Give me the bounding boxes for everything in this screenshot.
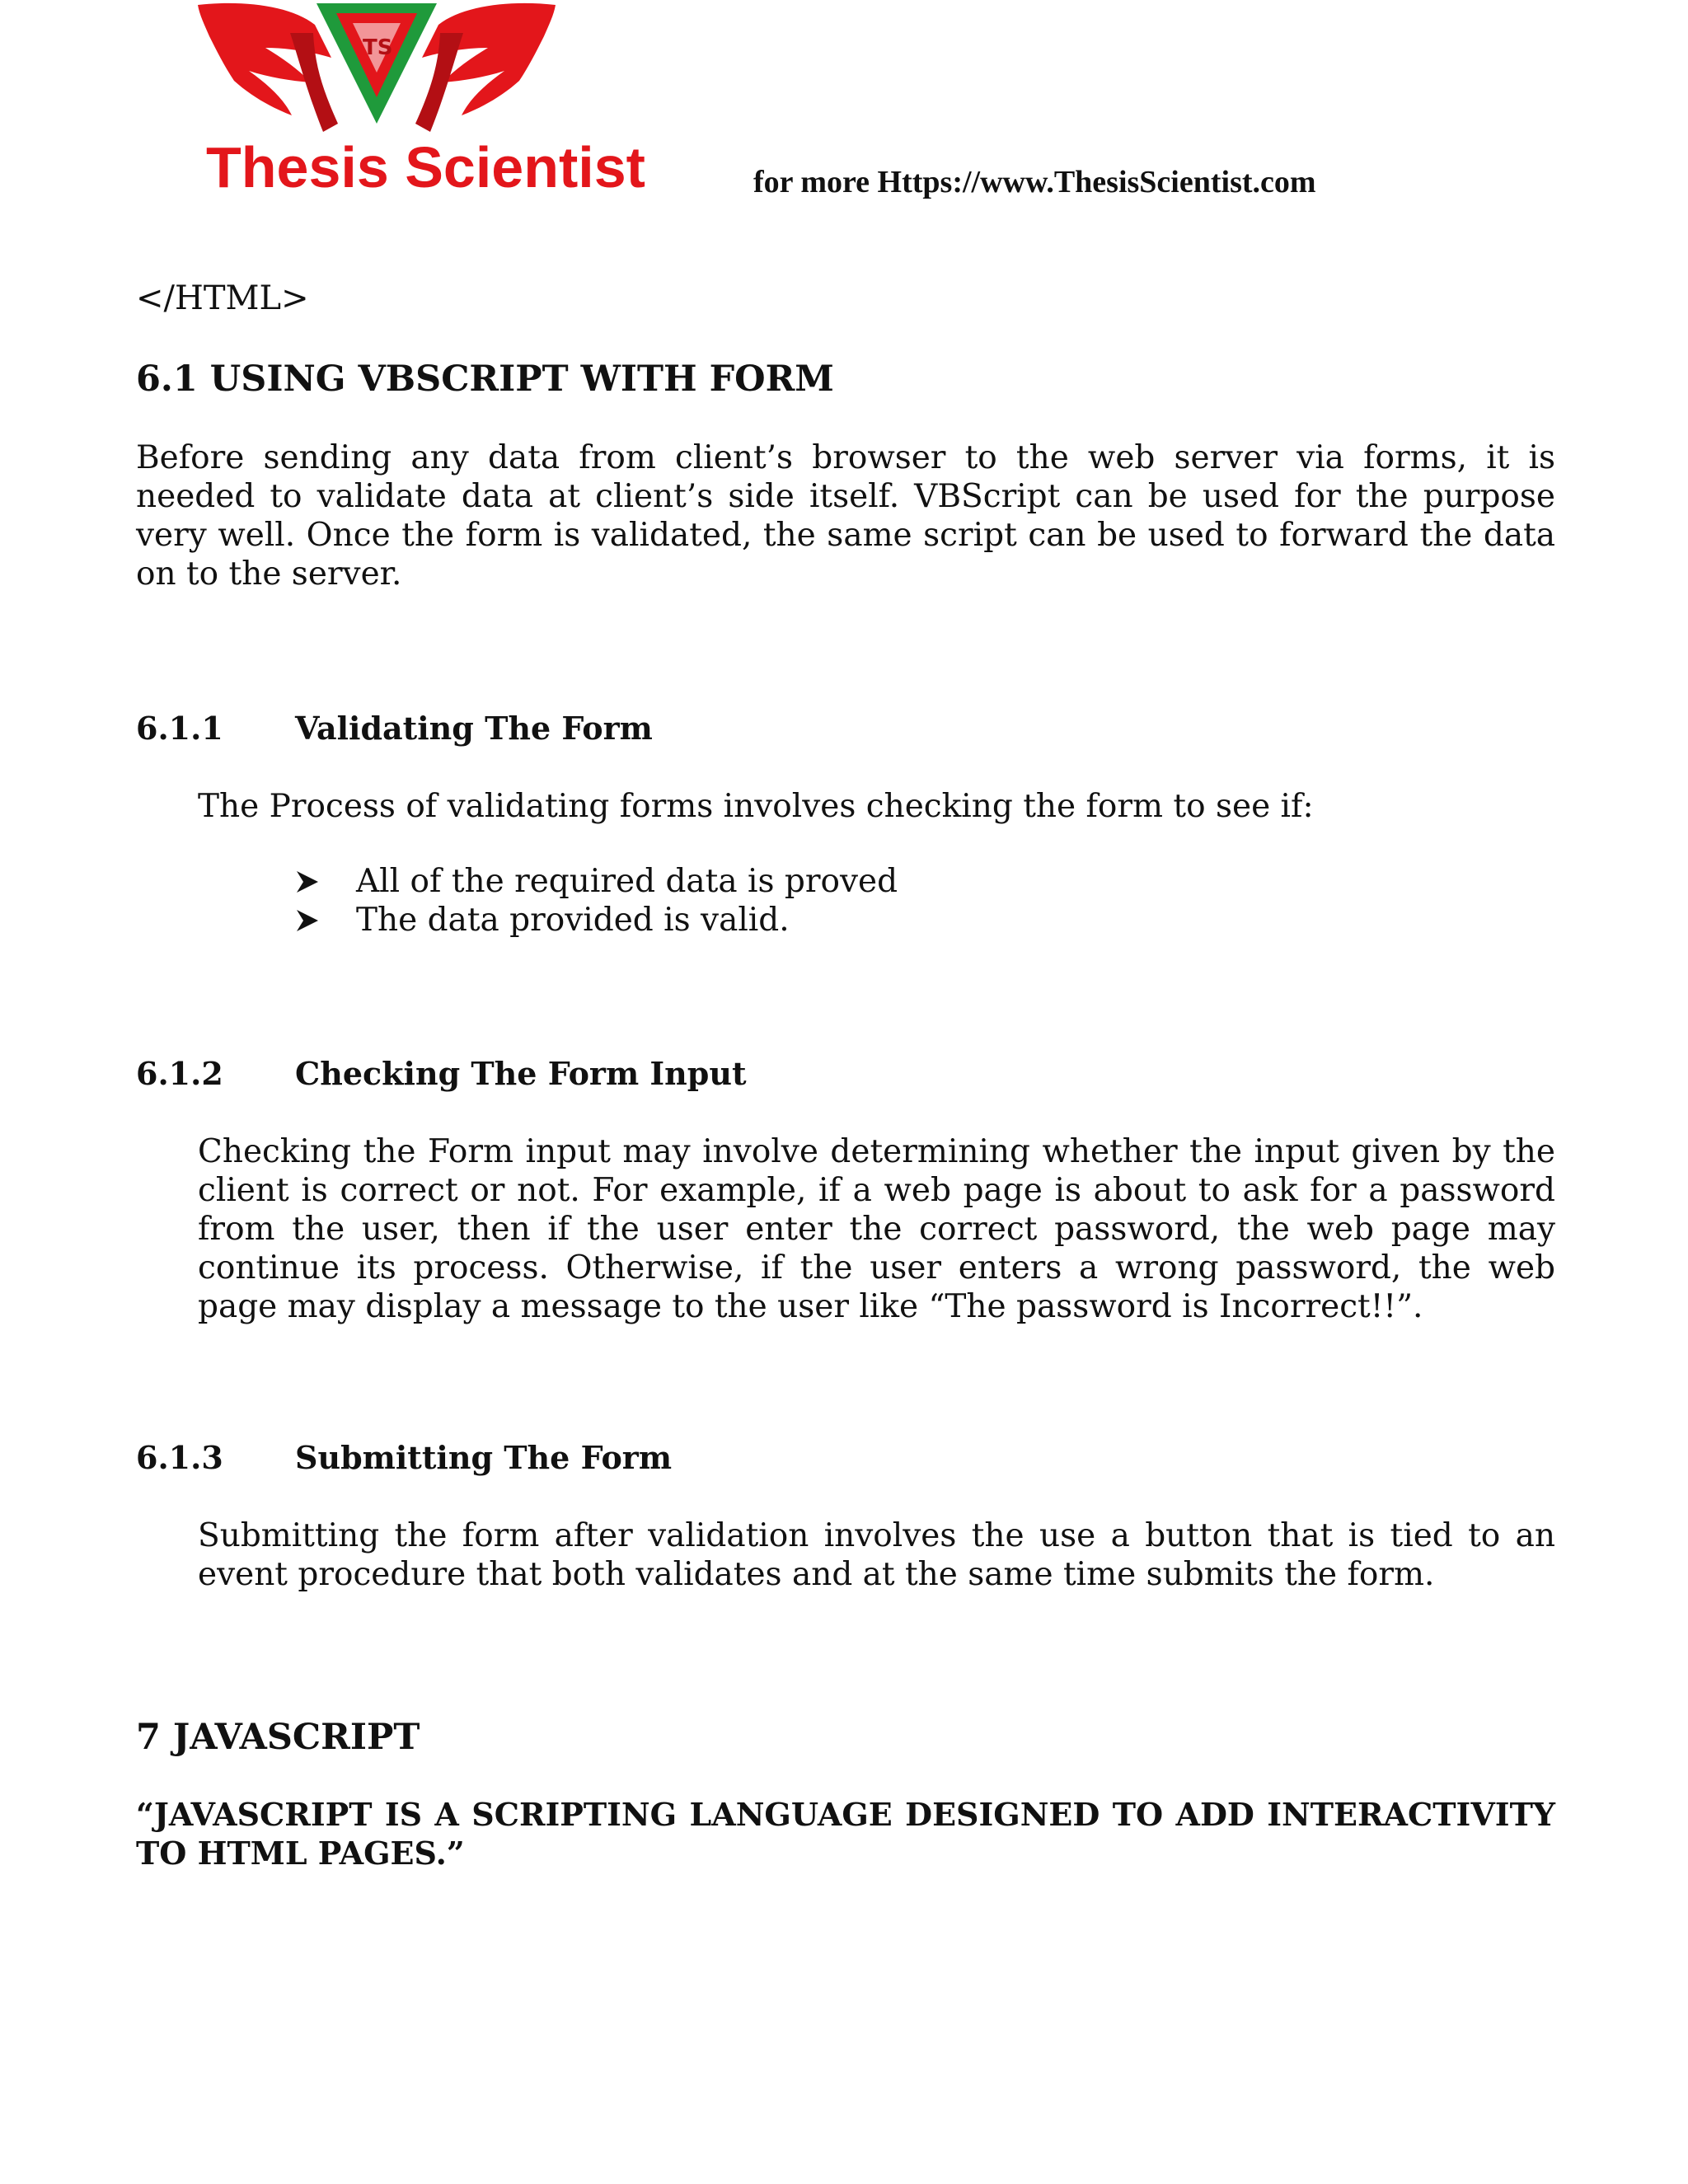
svg-text:TS: TS (363, 35, 393, 60)
bullet-text: The data provided is valid. (356, 902, 790, 939)
list-item (295, 901, 898, 940)
section-6-1-2-number: 6.1.2 (136, 1055, 223, 1092)
arrow-bullet-icon (295, 869, 320, 894)
section-6-1-3-paragraph: Submitting the form after validation involves the use a button that is tied to an event procedure that both validates and at the same time submits the form. (198, 1517, 1555, 1593)
validation-bullet-list (295, 862, 898, 940)
list-item (295, 862, 898, 901)
arrow-bullet-icon (295, 908, 320, 933)
javascript-definition-quote: “JAVASCRIPT IS A SCRIPTING LANGUAGE DESIGNED TO ADD INTERACTIVITY TO HTML PAGES.” (136, 1796, 1555, 1872)
section-6-1-heading: 6.1 USING VBSCRIPT WITH FORM (136, 359, 834, 400)
section-7-heading: 7 JAVASCRIPT (136, 1717, 420, 1758)
logo-text: Thesis Scientist (206, 135, 645, 199)
html-closing-tag: </HTML> (136, 279, 309, 317)
section-6-1-1-heading: Validating The Form (295, 710, 653, 747)
header-website-link[interactable]: for more Https://www.ThesisScientist.com (753, 165, 1316, 199)
section-6-1-1-number: 6.1.1 (136, 710, 223, 747)
section-6-1-2-heading: Checking The Form Input (295, 1055, 747, 1092)
section-6-1-3-number: 6.1.3 (136, 1439, 223, 1476)
section-6-1-2-paragraph: Checking the Form input may involve determining whether the input given by the client is correct or not. For example, if a web page is about to ask for a password from the user, then if the user enter the correct password, the web page may continue its process. Otherwise, if the user enters a wrong password, the web page may display a message to the user like “The password is Incorrect!!”. (198, 1133, 1555, 1325)
thesis-scientist-logo (191, 0, 645, 206)
section-6-1-1-intro: The Process of validating forms involves checking the form to see if: (198, 788, 1314, 825)
section-6-1-3-heading: Submitting The Form (295, 1439, 673, 1476)
section-6-1-paragraph: Before sending any data from client’s browser to the web server via forms, it is needed to validate data at client’s side itself. VBScript can be used for the purpose very well. Once the form is validated, the same script can be used to forward the data on to the server. (136, 439, 1555, 593)
bullet-text: All of the required data is proved (356, 863, 898, 900)
winged-triangle-icon (191, 0, 562, 140)
